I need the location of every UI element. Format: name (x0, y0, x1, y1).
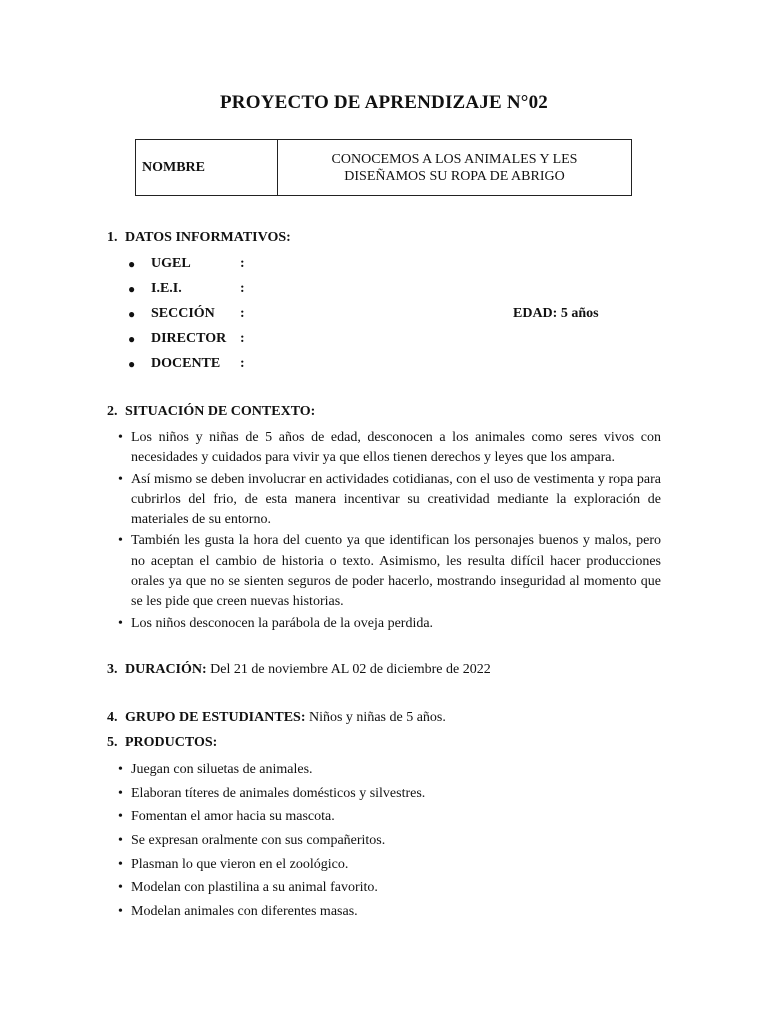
student-group-text: Niños y niñas de 5 años. (305, 710, 446, 725)
document-title: PROYECTO DE APRENDIZAJE N°02 (220, 92, 548, 113)
field-label: DIRECTOR (151, 331, 227, 346)
bullet-icon: ● (128, 282, 136, 296)
section-5-heading (107, 735, 217, 751)
section-1-number: 1. (107, 230, 118, 245)
info-field-list (128, 255, 648, 380)
info-field-ugel (128, 255, 648, 280)
field-colon: : (240, 331, 245, 346)
list-item: • Los niños desconocen la parábola de la oveja perdida. (118, 614, 661, 634)
section-4-heading (107, 710, 446, 726)
section-5-number: 5. (107, 735, 118, 750)
bullet-icon: ● (128, 332, 136, 346)
products-list (118, 760, 661, 926)
list-item: • Así mismo se deben involucrar en actividades cotidianas, con el uso de vestimenta y ropa para cubrirlos del frio, de esta manera incentivar su creatividad mediante la exploración de materiales de su entorno. (118, 470, 661, 531)
section-3-heading (107, 662, 491, 678)
section-2-number: 2. (107, 404, 118, 419)
section-1-heading (107, 230, 291, 246)
section-1-title: DATOS INFORMATIVOS: (125, 230, 291, 245)
section-4-number: 4. (107, 710, 118, 725)
field-colon: : (240, 306, 245, 321)
field-label: UGEL (151, 256, 191, 271)
field-colon: : (240, 356, 245, 371)
section-4-title: GRUPO DE ESTUDIANTES: (125, 710, 306, 725)
bullet-icon: ● (128, 257, 136, 271)
info-field-docente (128, 355, 648, 380)
list-item: • Fomentan el amor hacia su mascota. (118, 807, 661, 827)
bullet-icon: ● (128, 307, 136, 321)
list-item: • Juegan con siluetas de animales. (118, 760, 661, 780)
section-2-title: SITUACIÓN DE CONTEXTO: (125, 404, 316, 419)
edad-value: EDAD: 5 años (513, 306, 599, 321)
field-colon: : (240, 281, 245, 296)
duration-text: Del 21 de noviembre AL 02 de diciembre de 2022 (206, 662, 491, 677)
field-label: I.E.I. (151, 281, 182, 296)
section-2-heading (107, 404, 315, 420)
info-field-seccion (128, 305, 648, 330)
section-3-title: DURACIÓN: (125, 662, 207, 677)
list-item: • Elaboran títeres de animales domésticos y silvestres. (118, 784, 661, 804)
list-item: • Plasman lo que vieron en el zoológico. (118, 855, 661, 875)
list-item: • Los niños y niñas de 5 años de edad, desconocen a los animales como seres vivos con necesidades y cuidados para vivir ya que ellos tienen derechos y leyes que los ampara. (118, 428, 661, 469)
section-5-title: PRODUCTOS: (125, 735, 218, 750)
project-name-line-2: DISEÑAMOS SU ROPA DE ABRIGO (344, 168, 565, 184)
list-item: • Modelan con plastilina a su animal favorito. (118, 878, 661, 898)
list-item: • Modelan animales con diferentes masas. (118, 902, 661, 922)
list-item: • Se expresan oralmente con sus compañeritos. (118, 831, 661, 851)
bullet-icon: ● (128, 357, 136, 371)
name-label-cell: NOMBRE (136, 140, 278, 195)
context-list (118, 428, 661, 635)
info-field-director (128, 330, 648, 355)
section-3-number: 3. (107, 662, 118, 677)
field-colon: : (240, 256, 245, 271)
info-field-iei (128, 280, 648, 305)
project-name-cell (278, 140, 631, 195)
field-label: SECCIÓN (151, 306, 215, 321)
list-item: • También les gusta la hora del cuento ya que identifican los personajes buenos y malos, pero no aceptan el cambio de historia o texto. Asimismo, les resulta difícil hacer producciones orales ya que no se sienten seguros de poder hacerlo, mostrando inseguridad al momento que se les pide que creen nuevas historias. (118, 531, 661, 612)
project-name-table (135, 139, 632, 196)
project-name-line-1: CONOCEMOS A LOS ANIMALES Y LES (331, 151, 578, 167)
field-label: DOCENTE (151, 356, 221, 371)
